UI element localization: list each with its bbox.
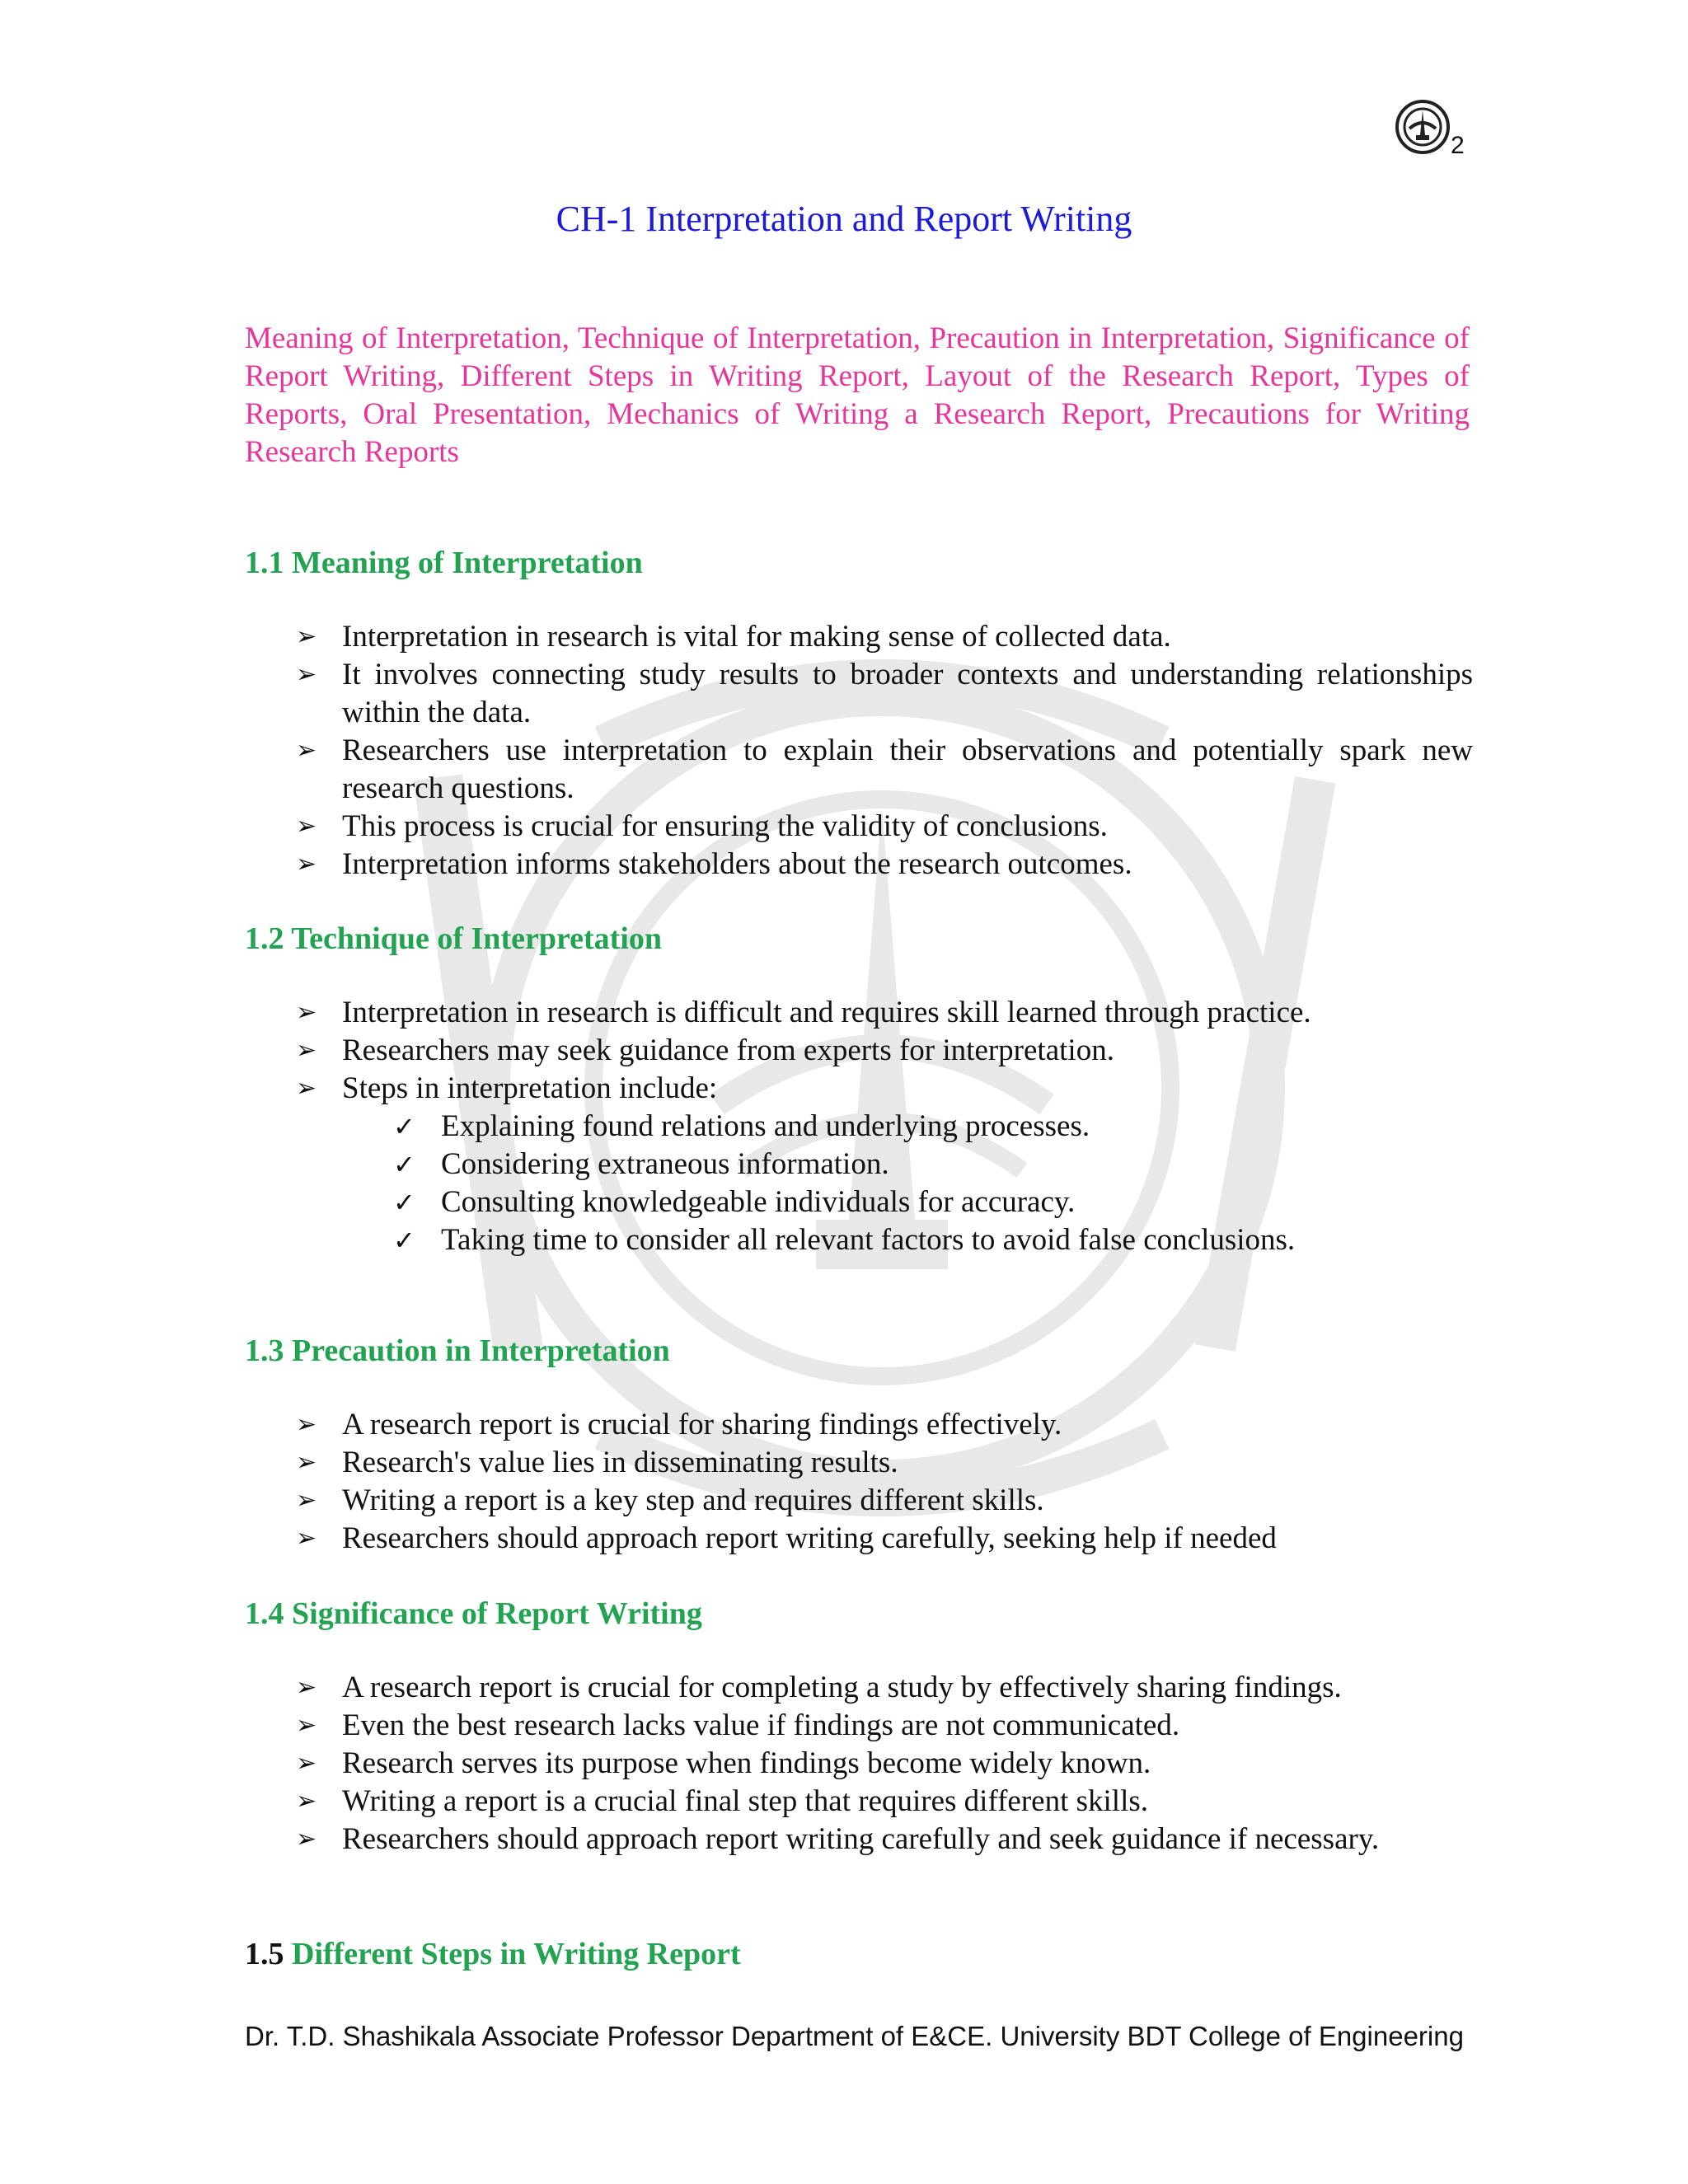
section-heading: 1.4 Significance of Report Writing (245, 1596, 702, 1631)
list-item: ✓ Consulting knowledgeable individuals for accuracy. (245, 1183, 1473, 1221)
arrow-bullet-icon: ➢ (296, 1036, 317, 1065)
list-item: ➢ Interpretation in research is difficult and requires skill learned through practice. (245, 994, 1473, 1032)
list-item: ➢ Writing a report is a crucial final step that requires different skills. (245, 1783, 1473, 1821)
check-mark-icon: ✓ (393, 1149, 415, 1180)
bullet-list (245, 1669, 1473, 1858)
section-title: Different Steps in Writing Report (292, 1937, 741, 1971)
list-item: ✓ Considering extraneous information. (245, 1146, 1473, 1183)
list-item: ➢ Steps in interpretation include: (245, 1070, 1473, 1108)
bullet-list (245, 618, 1473, 883)
list-item: ➢ Research serves its purpose when findings become widely known. (245, 1745, 1473, 1783)
list-item: ➢ Even the best research lacks value if findings are not communicated. (245, 1707, 1473, 1745)
check-list (245, 1108, 1473, 1259)
arrow-bullet-icon: ➢ (296, 1074, 317, 1103)
list-item: ✓ Taking time to consider all relevant factors to avoid false conclusions. (245, 1221, 1473, 1259)
arrow-bullet-icon: ➢ (296, 660, 317, 689)
list-item: ➢ Interpretation informs stakeholders about the research outcomes. (245, 846, 1473, 883)
syllabus-topics: Meaning of Interpretation, Technique of Interpretation, Precaution in Interpretation, Significance of Report Writing, Different Steps in Writing Report, Layout of the Research Report, Types of Reports, Oral Presentation, Mechanics of Writing a Research Report, Precautions for Writing Research Reports (245, 321, 1470, 469)
section-heading: 1.1 Meaning of Interpretation (245, 546, 643, 580)
check-mark-icon: ✓ (393, 1225, 415, 1256)
list-item: ➢ Researchers use interpretation to explain their observations and potentially spark new research questions. (296, 733, 1473, 805)
university-seal-icon (1395, 99, 1451, 155)
section-precaution-in-interpretation (245, 1332, 1473, 1558)
section-heading: 1.2 Technique of Interpretation (245, 921, 663, 956)
chapter-title: CH-1 Interpretation and Report Writing (556, 199, 1132, 239)
arrow-bullet-icon: ➢ (296, 1486, 317, 1515)
arrow-bullet-icon: ➢ (296, 1448, 317, 1477)
list-item: ➢ This process is crucial for ensuring the validity of conclusions. (245, 808, 1473, 846)
check-mark-icon: ✓ (393, 1111, 415, 1142)
arrow-bullet-icon: ➢ (296, 998, 317, 1027)
arrow-bullet-icon: ➢ (296, 736, 317, 765)
arrow-bullet-icon: ➢ (296, 1711, 317, 1740)
list-item: ➢ Research's value lies in disseminating results. (245, 1444, 1473, 1482)
arrow-bullet-icon: ➢ (296, 1524, 317, 1553)
section-heading: 1.3 Precaution in Interpretation (245, 1333, 670, 1368)
section-different-steps-in-writing-report (245, 1935, 1473, 1973)
arrow-bullet-icon: ➢ (296, 1825, 317, 1854)
arrow-bullet-icon: ➢ (296, 622, 317, 651)
list-item: ➢ Researchers may seek guidance from experts for interpretation. (245, 1032, 1473, 1070)
arrow-bullet-icon: ➢ (296, 1749, 317, 1778)
list-item: ➢ Interpretation in research is vital for making sense of collected data. (245, 618, 1473, 656)
arrow-bullet-icon: ➢ (296, 1410, 317, 1439)
section-number: 1.5 (245, 1937, 284, 1971)
section-significance-of-report-writing (245, 1595, 1473, 1858)
arrow-bullet-icon: ➢ (296, 1673, 317, 1702)
page-footer: Dr. T.D. Shashikala Associate Professor Department of E&CE. University BDT College of Engineering (245, 2021, 1464, 2051)
check-mark-icon: ✓ (393, 1187, 415, 1218)
arrow-bullet-icon: ➢ (296, 812, 317, 841)
list-item: ➢ Researchers should approach report writing carefully and seek guidance if necessary. (245, 1821, 1473, 1858)
page-number: 2 (1451, 132, 1465, 159)
list-item: ➢ Researchers should approach report writing carefully, seeking help if needed (245, 1520, 1473, 1558)
bullet-list (245, 994, 1473, 1108)
list-item: ➢ A research report is crucial for completing a study by effectively sharing findings. (245, 1669, 1473, 1707)
list-item: ✓ Explaining found relations and underlying processes. (245, 1108, 1473, 1146)
section-technique-of-interpretation (245, 920, 1473, 1259)
bullet-list (245, 1406, 1473, 1558)
arrow-bullet-icon: ➢ (296, 1787, 317, 1816)
arrow-bullet-icon: ➢ (296, 850, 317, 879)
list-item: ➢ It involves connecting study results to broader contexts and understanding relationships within the data. (296, 658, 1473, 729)
section-heading (245, 1935, 1473, 1973)
list-item: ➢ A research report is crucial for sharing findings effectively. (245, 1406, 1473, 1444)
section-meaning-of-interpretation (245, 544, 1473, 883)
list-item: ➢ Writing a report is a key step and requires different skills. (245, 1482, 1473, 1520)
